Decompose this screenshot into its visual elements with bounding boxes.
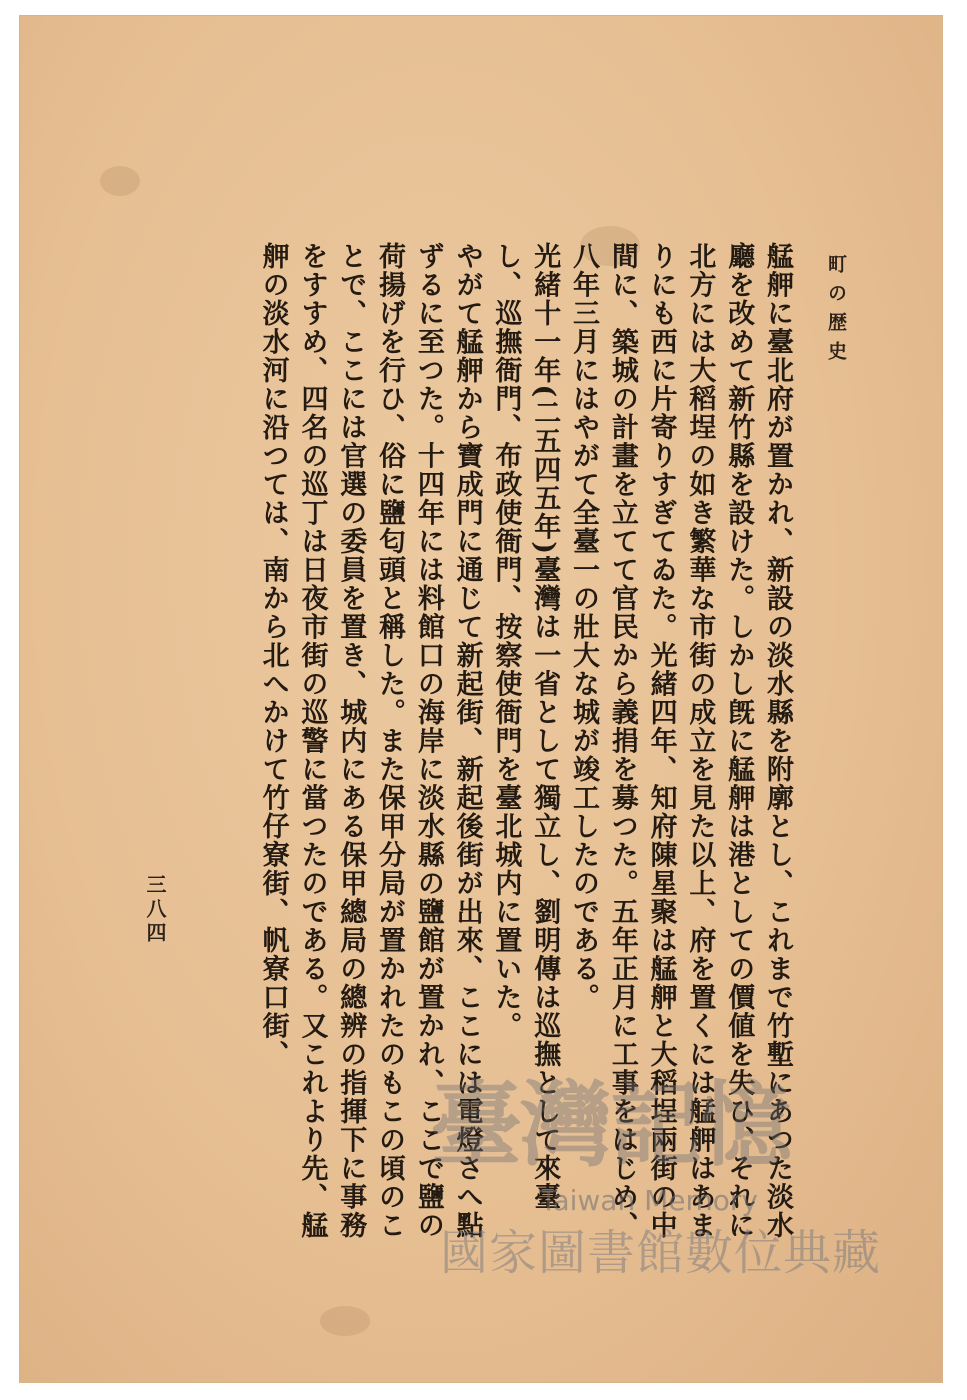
watermark-logo: 臺灣記憶	[430, 1071, 791, 1179]
watermark-logo-english: Taiwan Memory	[540, 1184, 758, 1217]
running-header: 町の歴史	[825, 254, 847, 370]
paragraph: 光緒十一年(二五四五年)臺灣は一省として獨立し、劉明傳は巡撫として來臺し、巡撫衙門、布政使衙門、按察使衙門を臺北城内に置いた。	[490, 242, 561, 1212]
watermark-institution: 國家圖書館數位典藏	[440, 1225, 882, 1281]
page-number: 三八四	[143, 874, 167, 946]
paragraph: やがて艋舺から寶成門に通じて新起街、新起後街が出來、ここには電燈さへ點ずるに至つた。十四年には料館口の海岸に淡水縣の鹽館が置かれ、ここで鹽の荷揚げを行ひ、俗に鹽匂頭と稱した。また保甲分局が置かれたのもこの頃のことで、ここには官選の委員を置き、城内にある保甲總局の總辨の指揮下に事務をすすめ、四名の巡丁は日夜市街の巡警に當つたのである。又これより先、艋舺の淡水河に沿つては、南から北へかけて竹仔寮街、帆寮口街、	[257, 242, 483, 1240]
paragraph: 艋舺に臺北府が置かれ、新設の淡水縣を附廓とし、これまで竹塹にあつた淡水廳を改めて新竹縣を設けた。しかし旣に艋舺は港としての價値を失ひ、それに北方には大稻埕の如き繁華な市街の成立を見た以上、府を置くには艋舺はあまりにも西に片寄りすぎてゐた。光緒四年、知府陳星聚は艋舺と大稻埕兩街の中間に、築城の計畫を立てて官民から義捐を募つた。五年正月に工事をはじめ、八年三月にはやがて全臺一の壯大な城が竣工したのである。	[568, 242, 793, 1240]
